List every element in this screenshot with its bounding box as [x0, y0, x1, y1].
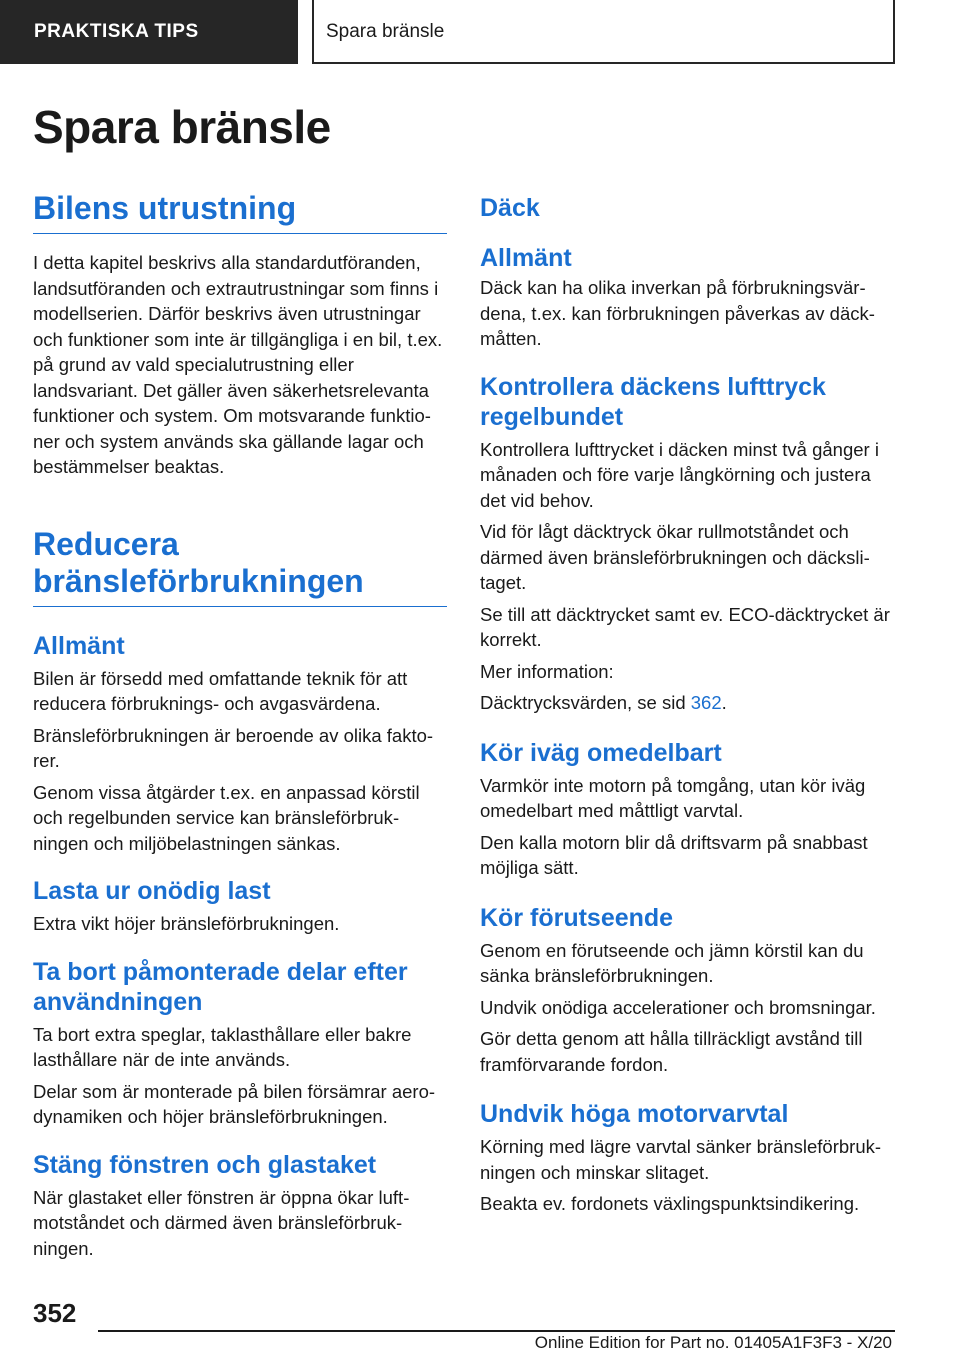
paragraph-reference — [480, 690, 894, 716]
paragraph: Genom vissa åtgärder t.ex. en anpassad körstil och regelbunden service kan bränsleförbrukningen och miljöbelastningen sänkas. — [33, 781, 420, 854]
paragraph: Däck kan ha olika inverkan på förbrukningsvärdena, t.ex. kan förbrukningen påverkas av däckmåtten. — [480, 277, 875, 349]
paragraph: Beakta ev. fordonets växlingspunktsindikering. — [480, 1193, 860, 1214]
heading-stang: Stäng fönstren och glastaket — [33, 1150, 377, 1179]
edition-text: Online Edition for Part no. 01405A1F3F3 - X/20 — [534, 1333, 892, 1352]
paragraph: Bränsleförbrukningen är beroende av olika faktorer. — [33, 724, 434, 771]
right-column — [480, 190, 894, 1217]
paragraph: Mer information: — [480, 660, 614, 682]
paragraph: Extra vikt höjer bränsleförbrukningen. — [33, 913, 340, 934]
paragraph: Genom en förutseende och jämn körstil kan du sänka bränsleförbrukningen. — [480, 939, 864, 986]
paragraph: I detta kapitel beskrivs alla standardutföranden, landsutföranden och extrautrustningar som finns i modellserien. Därför beskrivs även utrustningar och funktioner som inte är tillgängliga i en bil, t.ex. på grund av vald specialutrustning eller landsvariant. Det gäller även säkerhetsrelevanta funktioner och system. Om motsvarande funktioner och system används ska gällande lagar och bestämmelser beaktas. — [33, 252, 443, 477]
page-link-362[interactable]: 362 — [690, 692, 722, 713]
page-number: 352 — [33, 1298, 77, 1328]
reference-end: . — [721, 692, 727, 713]
page-header — [0, 0, 960, 66]
paragraph: Den kalla motorn blir då driftsvarm på snabbast möjliga sätt. — [480, 831, 868, 878]
heading-undvik: Undvik höga motorvarvtal — [480, 1100, 789, 1128]
paragraph: Bilen är försedd med omfattande teknik för att reducera förbruknings- och avgasvärdena. — [33, 667, 408, 714]
heading-lasta: Lasta ur onödig last — [33, 877, 271, 905]
heading-allmant: Allmänt — [480, 244, 572, 272]
section-label: PRAKTISKA TIPS — [0, 0, 298, 64]
paragraph: Undvik onödiga accelerationer och bromsningar. — [480, 996, 876, 1018]
heading-allmant: Allmänt — [33, 631, 125, 660]
topic-label: Spara bränsle — [312, 0, 895, 64]
reference-text: Däcktrycksvärden, se sid — [480, 692, 691, 713]
heading-reducera: Reducera bränsleförbrukningen — [33, 526, 447, 607]
footer-divider — [98, 1330, 895, 1332]
paragraph: Gör detta genom att hålla tillräckligt avstånd till framförvarande fordon. — [480, 1028, 863, 1075]
page-title: Spara bränsle — [33, 101, 331, 153]
heading-kor-ivag: Kör iväg omedelbart — [480, 738, 722, 767]
heading-ta-bort: Ta bort påmonterade delar efter användningen — [33, 957, 408, 1016]
paragraph: Se till att däcktrycket samt ev. ECO-däcktrycket är korrekt. — [480, 603, 890, 650]
left-column — [33, 190, 447, 1261]
paragraph: Ta bort extra speglar, taklasthållare eller bakre lasthållare när de inte används. — [33, 1023, 412, 1070]
paragraph: När glastaket eller fönstren är öppna ökar luftmotståndet och därmed även bränsleförbrukningen. — [33, 1186, 410, 1259]
paragraph: Körning med lägre varvtal sänker bränsleförbrukningen och minskar slitaget. — [480, 1136, 882, 1183]
heading-kor-forutseende: Kör förutseende — [480, 903, 674, 932]
heading-kontrollera: Kontrollera däckens lufttryck regelbundet — [480, 372, 826, 431]
paragraph: Kontrollera lufttrycket i däcken minst två gånger i månaden och före varje långkörning och justera det vid behov. — [480, 438, 879, 511]
paragraph: Vid för lågt däcktryck ökar rullmotståndet och därmed även bränsleförbrukningen och däckslitaget. — [480, 521, 870, 593]
paragraph: Delar som är monterade på bilen försämrar aerodynamiken och höjer bränsleförbrukningen. — [33, 1080, 436, 1127]
heading-bilens-utrustning: Bilens utrustning — [33, 190, 447, 234]
heading-dack: Däck — [480, 194, 540, 222]
paragraph: Varmkör inte motorn på tomgång, utan kör iväg omedelbart med måttligt varvtal. — [480, 774, 866, 821]
